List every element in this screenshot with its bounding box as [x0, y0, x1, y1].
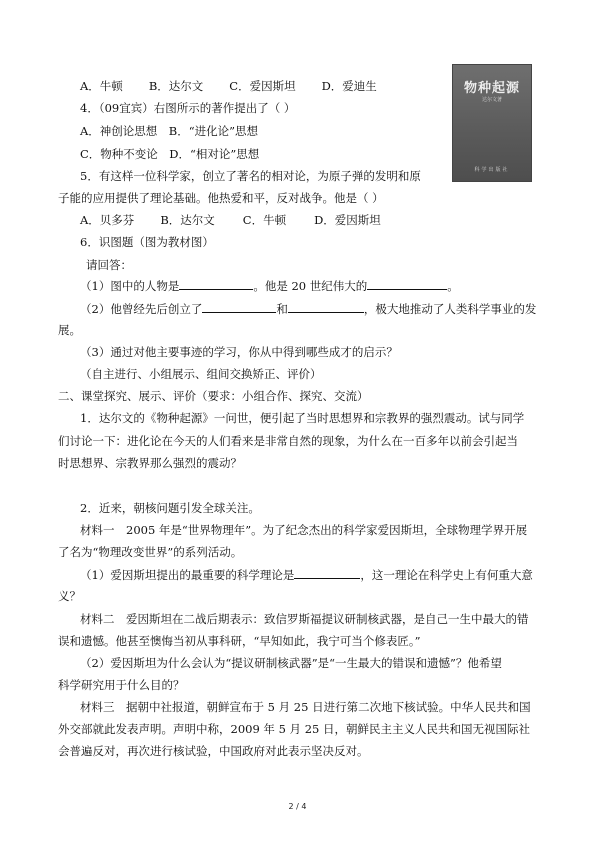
material-1-line-2: 了名为“物理改变世界”的系列活动。	[58, 545, 243, 559]
q4-options-ab: A．神创论思想 B．“进化论”思想	[80, 124, 259, 138]
q4-options-cd: C．物种不变论 D．“相对论”思想	[80, 147, 260, 161]
q5-line-1: 5．有这样一位科学家，创立了著名的相对论，为原子弹的发明和原	[80, 169, 421, 183]
q6-sub-2-part-a: （2）他曾经先后创立了	[80, 302, 203, 316]
s2-p1-line-3: 时思想界、宗教界那么强烈的震动？	[58, 456, 242, 470]
q6-note: （自主进行、小组展示、组间交换矫正、评价）	[80, 367, 322, 381]
q6-sub-1	[80, 278, 459, 294]
answer-blank-theory-1[interactable]	[202, 301, 276, 313]
q6-sub-2-continued: 展。	[58, 323, 81, 337]
answer-blank-person[interactable]	[179, 278, 253, 290]
q6-prompt: 请回答：	[86, 258, 132, 272]
q5-line-2: 子能的应用提供了理论基础。他热爱和平，反对战争。他是（ ）	[58, 191, 384, 205]
q6-sub-1-part-b: 。他是 20 世纪伟大的	[253, 279, 368, 293]
q5-option-a: A．贝多芬	[80, 213, 135, 227]
q3-options	[80, 79, 377, 94]
s2-p2: 2．近来，朝核问题引发全球关注。	[80, 501, 260, 515]
answer-blank-theory-2[interactable]	[288, 301, 364, 313]
q6-sub-3: （3）通过对他主要事迹的学习，你从中得到哪些成才的启示？	[80, 345, 398, 359]
book-title: 物种起源	[463, 81, 520, 96]
page-number: 2 / 4	[288, 802, 307, 811]
book-author: 达尔文著	[481, 97, 502, 103]
origin-of-species-book-cover	[452, 64, 532, 182]
s2-p1-line-1: 1．达尔文的《物种起源》一问世，便引起了当时思想界和宗教界的强烈震动。试与同学	[80, 411, 525, 425]
q6-sub-1-part-a: （1）图中的人物是	[80, 279, 180, 293]
material-1-line-1: 材料一 2005 年是“世界物理年”。为了纪念杰出的科学家爱因斯坦，全球物理学界开展	[80, 523, 528, 537]
answer-blank-theory[interactable]	[294, 567, 360, 579]
s2-p1-line-2: 们讨论一下：进化论在今天的人们看来是非常自然的现象，为什么在一百多年以前会引起当	[58, 434, 518, 448]
q5-option-c: C．牛顿	[242, 213, 287, 227]
q6-sub-2-part-b: 和	[276, 302, 288, 316]
material-2-line-2: 误和遗憾。他甚至懊悔当初从事科研，“早知如此，我宁可当个修表匠。”	[58, 634, 421, 648]
q5-option-d: D．爱因斯坦	[314, 213, 381, 227]
answer-blank-title[interactable]	[367, 278, 447, 290]
q6-sub-1-part-c: 。	[447, 279, 459, 293]
s2-question-1-continued: 义？	[58, 589, 81, 603]
s2-question-1-part-a: （1）爱因斯坦提出的最重要的科学理论是	[80, 568, 295, 582]
q5-options	[80, 213, 381, 228]
q5-option-b: B．达尔文	[160, 213, 215, 227]
section-2-heading: 二、课堂探究、展示、评价（要求：小组合作、探究、交流）	[58, 389, 369, 403]
s2-question-2-line-1: （2）爱因斯坦为什么会认为“提议研制核武器”是“一生最大的错误和遗憾”？他希望	[80, 656, 502, 670]
book-publisher: 科学出版社	[474, 167, 510, 173]
q6-sub-2-part-c: ，极大地推动了人类科学事业的发	[363, 302, 537, 316]
material-2-line-1: 材料二 爱因斯坦在二战后期表示：致信罗斯福提议研制核武器，是自己一生中最大的错	[80, 612, 529, 626]
q6-sub-2	[80, 301, 536, 317]
s2-question-1-part-b: ，这一理论在科学史上有何重大意	[360, 568, 533, 582]
q3-option-d: D．爱迪生	[321, 79, 377, 93]
q4-stem: 4．（09宜宾）右图所示的著作提出了（ ）	[80, 101, 296, 115]
s2-question-1	[80, 567, 533, 583]
q3-option-b: B．达尔文	[148, 79, 204, 93]
q6-stem: 6．识图题（图为教材图）	[80, 235, 214, 249]
q3-option-c: C．爱因斯坦	[229, 79, 296, 93]
material-3-line-3: 会普遍反对，再次进行核试验，中国政府对此表示坚决反对。	[58, 744, 369, 758]
material-3-line-1: 材料三 据朝中社报道，朝鲜宣布于 5 月 25 日进行第二次地下核试验。中华人民共和国	[80, 700, 531, 714]
s2-question-2-line-2: 科学研究用于什么目的？	[58, 678, 185, 692]
material-3-line-2: 外交部就此发表声明。声明中称，2009 年 5 月 25 日，朝鲜民主主义人民共和国无视国际社	[58, 722, 530, 736]
q3-option-a: A．牛顿	[80, 79, 123, 93]
